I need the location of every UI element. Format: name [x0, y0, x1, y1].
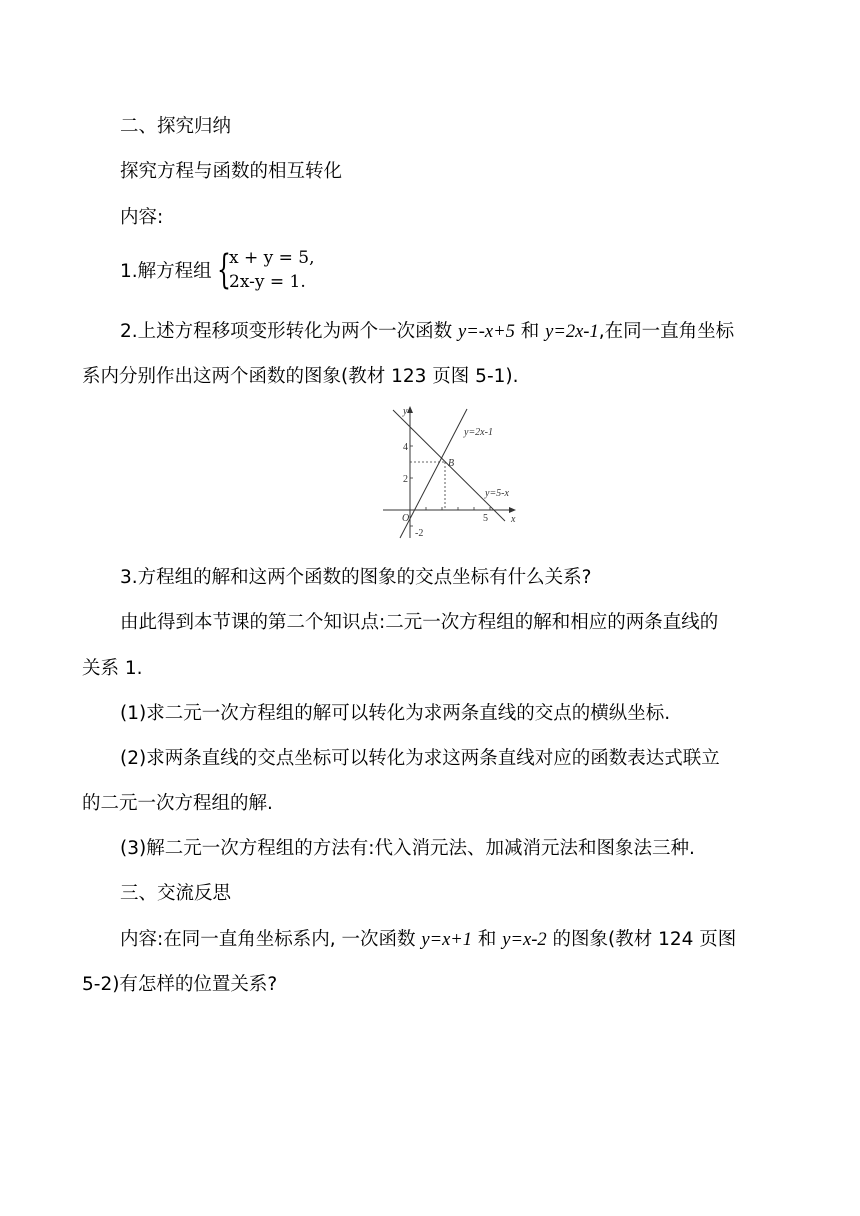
item-2-function-2: y=2x-1 [545, 322, 599, 342]
conclusion-line-2: 关系 1. [82, 658, 143, 679]
tick-label-y-4: 4 [403, 442, 408, 453]
x-axis-arrow-icon [509, 507, 516, 513]
section-3-content-line-1 [120, 928, 736, 952]
section-2-heading: 二、探究归纳 [120, 116, 232, 137]
equation-brace: { [217, 247, 231, 293]
item-2-and: 和 [514, 321, 546, 342]
line-2-label: y=5-x [485, 488, 509, 499]
section-3-and: 和 [472, 929, 503, 950]
equation-2: 2x-y = 1. [229, 272, 306, 292]
y-axis-label: y [403, 406, 408, 417]
item-2-text-a: 2.上述方程移项变形转化为两个一次函数 [120, 321, 459, 342]
point-1: (1)求二元一次方程组的解可以转化为求两条直线的交点的横纵坐标. [120, 703, 671, 724]
tick-label-y-2: 2 [403, 474, 408, 485]
origin-label: O [402, 513, 410, 524]
section-3-function-1: y=x+1 [421, 930, 473, 950]
point-b-label: B [448, 458, 455, 469]
point-2-line-2: 的二元一次方程组的解. [82, 793, 273, 814]
y-axis-arrow-icon [407, 406, 413, 413]
line-1-label: y=2x-1 [464, 427, 493, 438]
section-2-subtitle: 探究方程与函数的相互转化 [120, 161, 343, 182]
section-3-function-2: y=x-2 [502, 930, 547, 950]
content-label: 内容: [120, 207, 164, 228]
item-2-function-1: y=-x+5 [458, 322, 515, 342]
x-axis-label: x [511, 514, 516, 525]
item-2-line-2: 系内分别作出这两个函数的图象(教材 123 页图 5-1). [82, 366, 519, 387]
tick-label-x-5: 5 [483, 513, 488, 524]
point-2-line-1: (2)求两条直线的交点坐标可以转化为求这两条直线对应的函数表达式联立 [120, 748, 720, 769]
tick-label-y-neg2: -2 [415, 528, 424, 539]
section-3-content-line-2: 5-2)有怎样的位置关系? [82, 974, 278, 995]
conclusion-line-1: 由此得到本节课的第二个知识点:二元一次方程组的解和相应的两条直线的 [120, 612, 719, 633]
item-3: 3.方程组的解和这两个函数的图象的交点坐标有什么关系? [120, 567, 592, 588]
point-3: (3)解二元一次方程组的方法有:代入消元法、加减消元法和图象法三种. [120, 838, 695, 859]
section-3-heading: 三、交流反思 [120, 883, 232, 904]
item-1-prefix: 1.解方程组 [120, 261, 212, 282]
section-3-text-b: 的图象(教材 124 页图 [546, 929, 737, 950]
item-2-line-1 [120, 320, 734, 344]
equation-1: x + y = 5, [229, 248, 315, 268]
function-graph-figure [375, 400, 525, 548]
item-2-text-b: ,在同一直角坐标 [598, 321, 735, 342]
section-3-text-a: 内容:在同一直角坐标系内, 一次函数 [120, 929, 422, 950]
